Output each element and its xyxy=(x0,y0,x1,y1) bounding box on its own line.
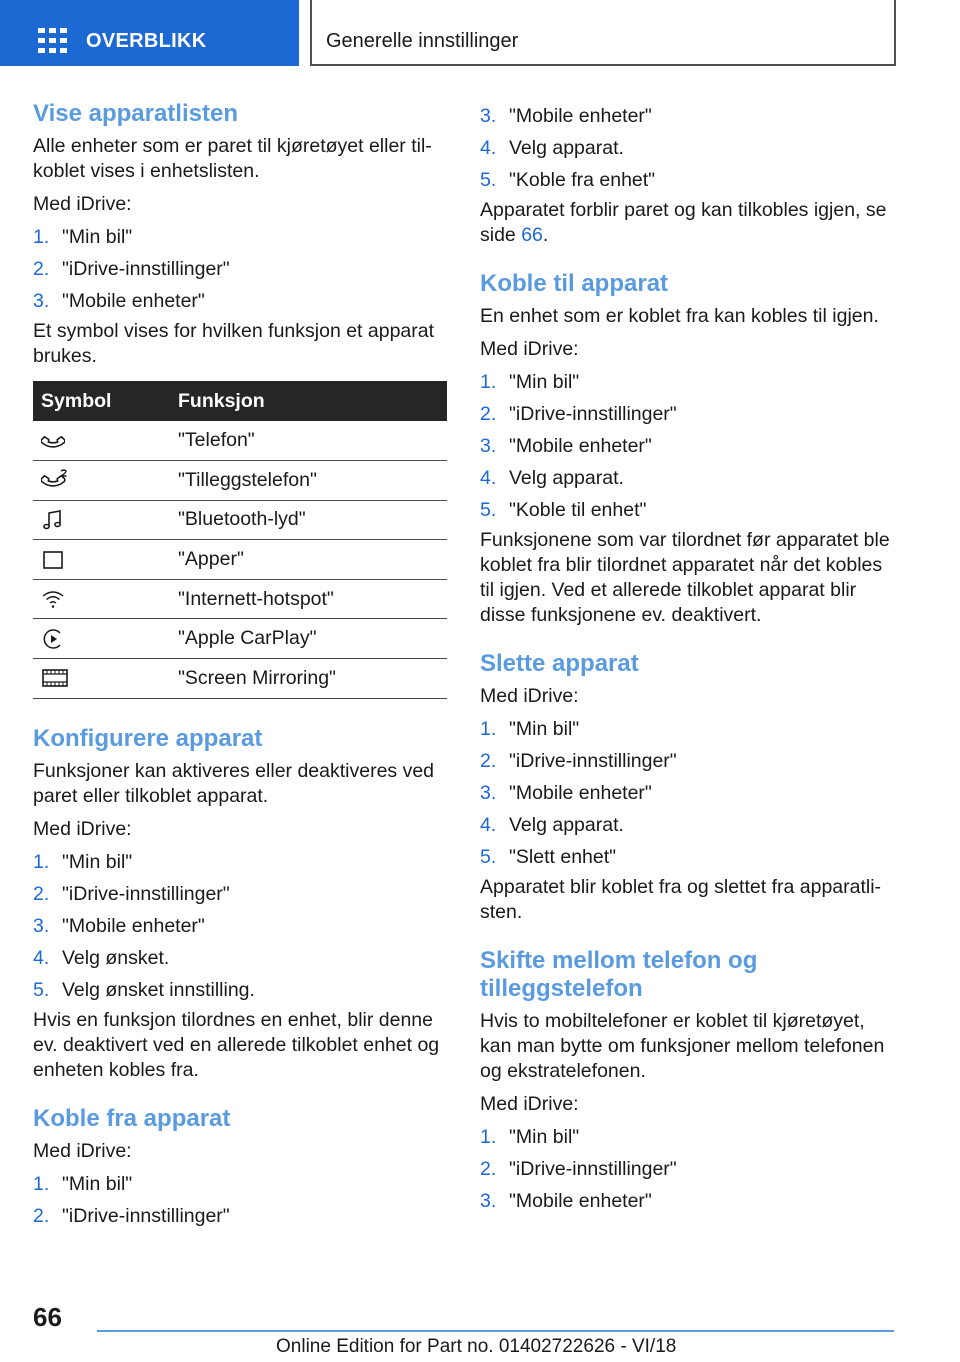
step-list xyxy=(480,717,894,877)
section-konfigurere-apparat xyxy=(33,725,447,1083)
symbol-cell xyxy=(33,540,170,580)
top-navigation-bar xyxy=(0,0,960,66)
med-idrive-label: Med iDrive: xyxy=(33,193,132,215)
section-heading: Vise apparatlisten xyxy=(33,100,238,127)
step-text: Velg ønsket. xyxy=(62,946,170,969)
step-number: 5. xyxy=(33,978,50,1001)
overview-tab-label: OVERBLIKK xyxy=(86,30,207,52)
step-number: 4. xyxy=(480,467,497,489)
after-text: Hvis en funksjon tilordnes en enhet, blir denne ev. deaktivert ved en allerede tilkoblet enhet og enheten kobles fra. xyxy=(33,1008,440,1081)
left-column xyxy=(33,100,447,1236)
step-number: 3. xyxy=(33,914,50,937)
step-item xyxy=(480,1189,894,1221)
step-text: "Koble fra enhet" xyxy=(509,169,656,191)
step-item xyxy=(33,850,447,882)
step-number: 1. xyxy=(480,718,497,740)
step-text: "Slett enhet" xyxy=(509,846,617,868)
page-number: 66 xyxy=(33,1302,62,1332)
step-text: "iDrive-innstillinger" xyxy=(509,403,677,425)
section-vise-apparatlisten xyxy=(33,100,447,369)
table-row xyxy=(33,500,447,540)
step-item xyxy=(480,1157,894,1189)
step-text: "Koble til enhet" xyxy=(509,499,647,521)
footer-divider xyxy=(97,1330,894,1332)
step-number: 3. xyxy=(480,435,497,457)
step-item xyxy=(480,104,894,136)
symbol-table xyxy=(33,381,447,699)
step-text: "Mobile enheter" xyxy=(62,914,205,937)
med-idrive-label: Med iDrive: xyxy=(480,338,579,360)
step-number: 3. xyxy=(480,782,497,804)
med-idrive-label: Med iDrive: xyxy=(33,1139,132,1162)
section-koble-til-apparat xyxy=(480,270,894,628)
section-slette-apparat xyxy=(480,650,894,925)
section-heading: Koble til apparat xyxy=(480,270,669,297)
function-cell: "Screen Mirroring" xyxy=(170,659,447,699)
step-item xyxy=(480,466,894,498)
section-skifte-telefon xyxy=(480,947,894,1221)
step-number: 1. xyxy=(480,371,497,393)
section-heading: Skifte mellom telefon og tilleggstelefon xyxy=(480,947,758,1002)
symbol-cell xyxy=(33,619,170,659)
step-item xyxy=(33,289,447,321)
step-text: "Min bil" xyxy=(62,850,133,873)
step-item xyxy=(33,882,447,914)
step-item xyxy=(480,717,894,749)
after-text: Et symbol vises for hvilken funksjon et apparat brukes. xyxy=(33,320,435,367)
carplay-icon xyxy=(41,627,65,651)
step-number: 2. xyxy=(33,258,50,280)
step-text: "Min bil" xyxy=(509,371,580,393)
step-number: 5. xyxy=(480,846,497,868)
after-text: Apparatet blir koblet fra og slettet fra apparatli-sten. xyxy=(480,876,882,923)
wifi-icon xyxy=(41,587,65,611)
step-item xyxy=(480,845,894,877)
step-text: Velg ønsket innstilling. xyxy=(62,978,255,1001)
table-row xyxy=(33,540,447,580)
step-number: 1. xyxy=(480,1126,497,1148)
step-number: 1. xyxy=(33,1172,50,1195)
step-item xyxy=(33,978,447,1010)
right-column xyxy=(480,104,894,1221)
step-number: 4. xyxy=(33,946,50,969)
column-header-symbol: Symbol xyxy=(33,381,170,421)
step-item xyxy=(480,498,894,530)
section-tab[interactable] xyxy=(310,0,896,66)
step-item xyxy=(480,168,894,200)
step-list xyxy=(33,1172,447,1236)
table-row xyxy=(33,461,447,501)
table-header-row xyxy=(33,381,447,421)
step-text: "Mobile enheter" xyxy=(509,435,652,457)
step-list xyxy=(33,850,447,1010)
step-text: "Min bil" xyxy=(509,718,580,740)
med-idrive-label: Med iDrive: xyxy=(33,817,132,840)
step-item xyxy=(480,434,894,466)
intro-text: Funksjoner kan aktiveres eller deaktiveres ved paret eller tilkoblet apparat. xyxy=(33,759,435,807)
step-number: 3. xyxy=(480,105,497,127)
after-text-pre: Apparatet forblir paret og kan tilkobles igjen, se side xyxy=(480,199,887,246)
step-list xyxy=(480,104,894,200)
screen-mirroring-icon xyxy=(41,666,69,690)
step-item xyxy=(33,257,447,289)
intro-text: Hvis to mobiltelefoner er koblet til kjøretøyet, kan man bytte om funksjoner mellom telefonen og ekstratelefonen. xyxy=(480,1010,885,1082)
section-koble-fra-apparat xyxy=(33,1105,447,1236)
step-number: 2. xyxy=(480,750,497,772)
step-item xyxy=(33,225,447,257)
step-number: 2. xyxy=(480,403,497,425)
step-number: 4. xyxy=(480,814,497,836)
section-tab-label: Generelle innstillinger xyxy=(326,30,519,52)
after-text: Funksjonene som var tilordnet før apparatet ble koblet fra blir tilordnet apparatet når det kobles til igjen. Ved et allerede tilkoblet apparat blir disse funksjonene ev. deaktivert. xyxy=(480,529,890,626)
step-text: "iDrive-innstillinger" xyxy=(62,882,230,905)
function-cell: "Apple CarPlay" xyxy=(170,619,447,659)
music-note-icon xyxy=(41,508,65,532)
step-text: "Mobile enheter" xyxy=(509,782,652,804)
step-text: Velg apparat. xyxy=(509,467,624,489)
step-text: "Min bil" xyxy=(62,1172,133,1195)
phone-icon xyxy=(41,429,65,453)
apps-square-icon xyxy=(41,548,65,572)
step-text: Velg apparat. xyxy=(509,137,624,159)
step-text: "iDrive-innstillinger" xyxy=(509,750,677,772)
step-number: 2. xyxy=(33,882,50,905)
step-item xyxy=(480,370,894,402)
overview-tab[interactable] xyxy=(0,0,299,66)
table-row xyxy=(33,659,447,699)
step-text: "iDrive-innstillinger" xyxy=(62,1204,230,1227)
table-row xyxy=(33,579,447,619)
step-list xyxy=(33,225,447,321)
step-text: Velg apparat. xyxy=(509,814,624,836)
step-text: "Mobile enheter" xyxy=(509,1190,652,1212)
symbol-cell xyxy=(33,421,170,461)
step-item xyxy=(480,749,894,781)
page-reference-link[interactable]: 66 xyxy=(521,224,543,246)
step-number: 3. xyxy=(480,1190,497,1212)
step-number: 1. xyxy=(33,850,50,873)
step-number: 5. xyxy=(480,169,497,191)
intro-text: En enhet som er koblet fra kan kobles til igjen. xyxy=(480,305,879,327)
step-item xyxy=(33,914,447,946)
step-text: "Mobile enheter" xyxy=(509,105,652,127)
after-text xyxy=(480,198,894,248)
section-koble-fra-continued xyxy=(480,104,894,248)
footer-edition-text: Online Edition for Part no. 01402722626 - VI/18 xyxy=(276,1336,677,1357)
section-heading: Slette apparat xyxy=(480,650,639,677)
section-heading: Koble fra apparat xyxy=(33,1104,231,1132)
step-item xyxy=(33,1172,447,1204)
step-number: 5. xyxy=(480,499,497,521)
step-text: "iDrive-innstillinger" xyxy=(509,1158,677,1180)
table-row xyxy=(33,421,447,461)
step-item xyxy=(480,1125,894,1157)
function-cell: "Bluetooth-lyd" xyxy=(170,500,447,540)
after-text-post: . xyxy=(542,224,549,246)
step-list xyxy=(480,370,894,530)
step-number: 2. xyxy=(33,1204,50,1227)
table-row xyxy=(33,619,447,659)
step-item xyxy=(33,946,447,978)
step-number: 4. xyxy=(480,137,497,159)
step-number: 1. xyxy=(33,226,50,248)
step-item xyxy=(480,813,894,845)
step-text: "Min bil" xyxy=(509,1126,580,1148)
symbol-cell xyxy=(33,659,170,699)
symbol-cell xyxy=(33,461,170,501)
step-list xyxy=(480,1125,894,1221)
intro-text: Alle enheter som er paret til kjøretøyet eller til-koblet vises i enhetslisten. xyxy=(33,135,432,182)
step-item xyxy=(33,1204,447,1236)
step-number: 2. xyxy=(480,1158,497,1180)
symbol-cell xyxy=(33,500,170,540)
function-cell: "Tilleggstelefon" xyxy=(170,461,447,501)
step-number: 3. xyxy=(33,290,50,312)
step-text: "Min bil" xyxy=(62,226,133,248)
step-item xyxy=(480,402,894,434)
column-header-function: Funksjon xyxy=(170,381,447,421)
function-cell: "Apper" xyxy=(170,540,447,580)
symbol-cell xyxy=(33,579,170,619)
step-text: "Mobile enheter" xyxy=(62,290,205,312)
function-cell: "Internett-hotspot" xyxy=(170,579,447,619)
grid-icon xyxy=(38,28,68,54)
secondary-phone-icon xyxy=(41,468,69,492)
step-item xyxy=(480,781,894,813)
section-heading: Konfigurere apparat xyxy=(33,724,263,752)
function-cell: "Telefon" xyxy=(170,421,447,461)
med-idrive-label: Med iDrive: xyxy=(480,1093,579,1115)
step-text: "iDrive-innstillinger" xyxy=(62,258,230,280)
med-idrive-label: Med iDrive: xyxy=(480,685,579,707)
step-item xyxy=(480,136,894,168)
